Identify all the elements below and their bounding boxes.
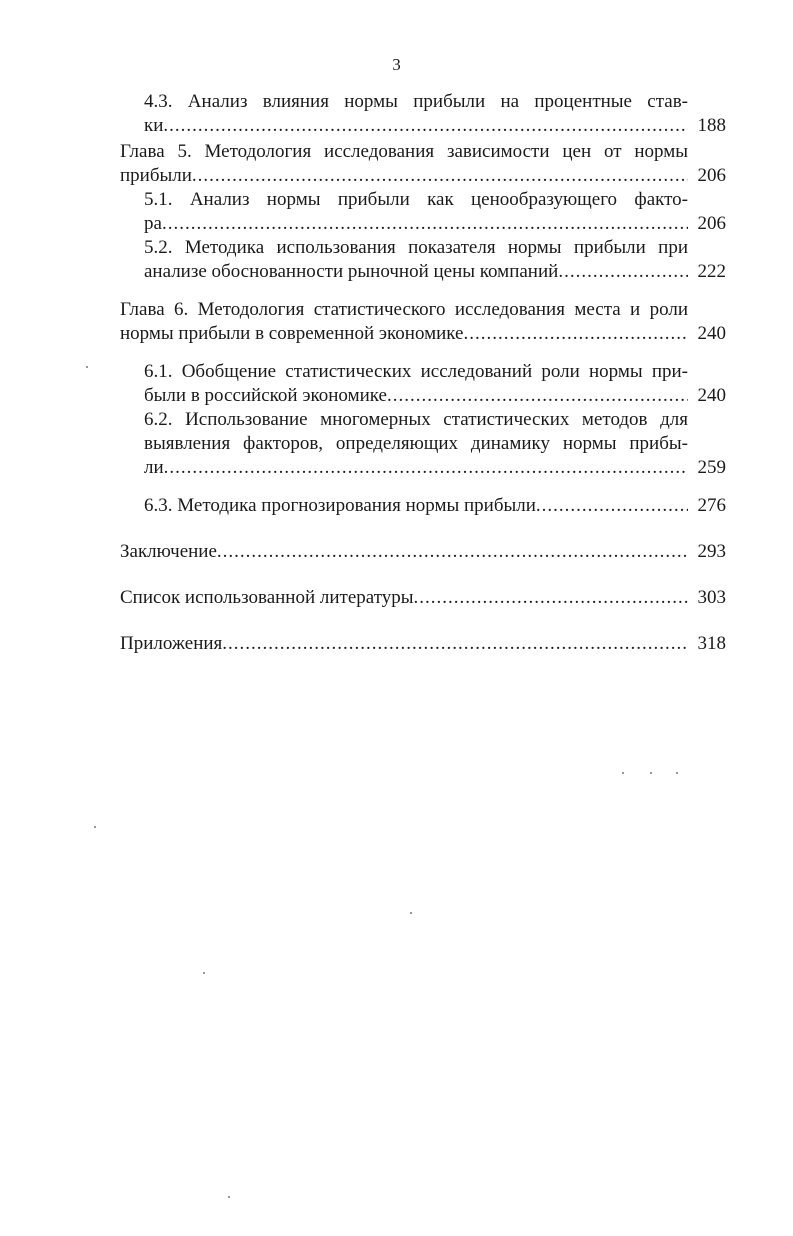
toc-entry-text: Список использованной литературы [120, 587, 414, 608]
toc-page-number: 206 [697, 213, 726, 234]
dot-leader [164, 456, 688, 480]
toc-entry-text: 4.3. Анализ влияния нормы прибыли на процентные став- [144, 91, 688, 112]
toc-entry-text: Глава 6. Методология статистического исследования места и роли [120, 299, 688, 320]
toc-entry-text: анализе обоснованности рыночной цены компаний [144, 261, 559, 282]
toc-entry-text: Глава 5. Методология исследования зависимости цен от нормы [120, 141, 688, 162]
toc-page-number: 240 [697, 323, 726, 344]
dot-leader [414, 586, 688, 610]
scan-speck [94, 826, 96, 828]
toc-page-number: 222 [697, 261, 726, 282]
toc-entry-text: нормы прибыли в современной экономике [120, 323, 464, 344]
toc-page-number: 293 [697, 541, 726, 562]
toc-entry-5-1 [144, 188, 726, 236]
toc-entry-text: Приложения [120, 633, 223, 654]
toc-entry-text: 5.1. Анализ нормы прибыли как ценообразующего факто- [144, 189, 688, 210]
dot-leader [536, 494, 688, 518]
scan-speck [622, 772, 624, 774]
toc-entry-text: 5.2. Методика использования показателя нормы прибыли при [144, 237, 688, 258]
dot-leader [217, 540, 688, 564]
dot-leader [463, 322, 688, 346]
toc-entry-text: ли [144, 457, 164, 478]
toc-entry-text: Заключение [120, 541, 217, 562]
toc-entry-text: прибыли [120, 165, 192, 186]
toc-entry-references [120, 586, 726, 610]
page-number: 3 [392, 55, 401, 74]
dot-leader [558, 260, 688, 284]
toc-entry-chapter-5 [120, 140, 726, 188]
toc-entry-6-1 [144, 360, 726, 408]
toc-entry-conclusion [120, 540, 726, 564]
toc-entry-appendices [120, 632, 726, 656]
scan-speck [410, 912, 412, 914]
toc-entry-6-3 [144, 494, 726, 518]
dot-leader [387, 384, 688, 408]
dot-leader [162, 212, 688, 236]
toc-entry-chapter-6 [120, 298, 726, 346]
scan-speck [676, 772, 678, 774]
toc-page-number: 303 [697, 587, 726, 608]
toc-page-number: 276 [697, 495, 726, 516]
toc-entry-6-2 [144, 408, 726, 480]
dot-leader [222, 632, 688, 656]
scan-speck [650, 772, 652, 774]
toc-page-number: 240 [697, 385, 726, 406]
scan-speck [86, 366, 88, 368]
scan-speck [203, 972, 205, 974]
dot-leader [192, 164, 688, 188]
dot-leader [163, 114, 688, 138]
toc-entry-text: выявления факторов, определяющих динамику нормы прибы- [144, 433, 688, 454]
toc-entry-4-3 [144, 90, 726, 138]
toc-page-number: 188 [697, 115, 726, 136]
toc-entry-text: ки [144, 115, 164, 136]
toc-entry-5-2 [144, 236, 726, 284]
toc-entry-text: ра [144, 213, 162, 234]
table-of-contents [120, 90, 726, 656]
toc-page-number: 318 [697, 633, 726, 654]
toc-entry-text: 6.2. Использование многомерных статистических методов для [144, 409, 688, 430]
toc-entry-text: 6.3. Методика прогнозирования нормы прибыли [144, 495, 536, 516]
scan-speck [228, 1196, 230, 1198]
toc-page-number: 259 [697, 457, 726, 478]
toc-entry-text: 6.1. Обобщение статистических исследований роли нормы при- [144, 361, 688, 382]
toc-page-number: 206 [697, 165, 726, 186]
toc-entry-text: были в российской экономике [144, 385, 387, 406]
